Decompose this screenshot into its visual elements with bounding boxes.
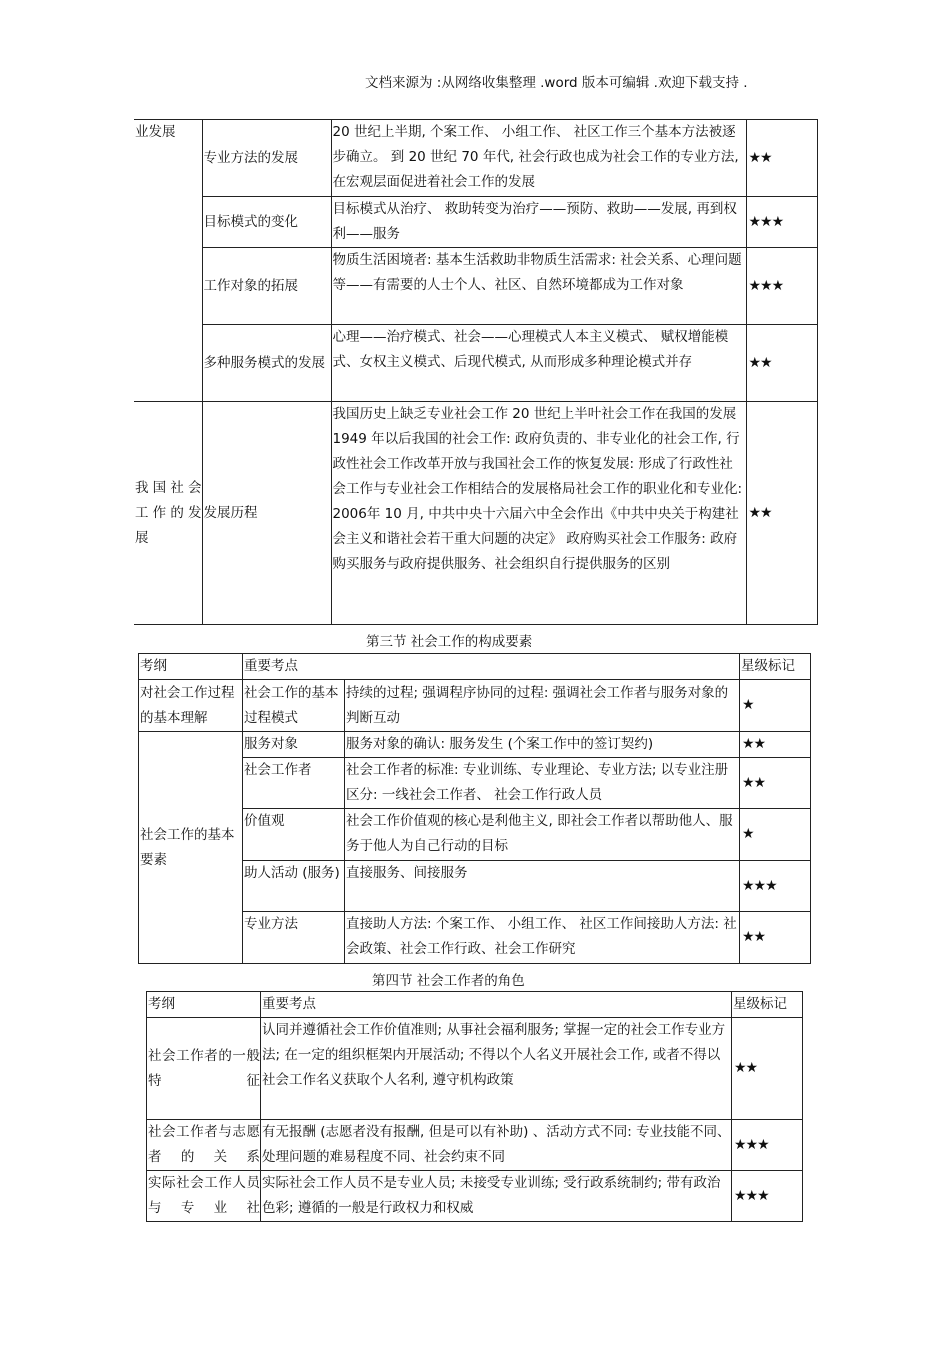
star-rating: ★★ (740, 732, 811, 758)
content-cell: 有无报酬 (志愿者没有报酬, 但是可以有补助) 、活动方式不同: 专业技能不同、处理问题的难易程度不同、社会约束不同 (261, 1120, 732, 1171)
outline-cell: 实际社会工作人员与专业社 (147, 1171, 261, 1222)
content-cell: 心理——治疗模式、社会——心理模式人本主义模式、 赋权增能模式、女权主义模式、后现代模式, 从而形成多种理论模式并存 (331, 325, 746, 402)
header-level: 星级标记 (732, 992, 803, 1018)
header-points: 重要考点 (261, 992, 732, 1018)
section-3-title: 第三节 社会工作的构成要素 (366, 634, 533, 650)
star-rating: ★★★ (740, 861, 811, 912)
outline-cell: 社会工作者与志愿者的关系 (147, 1120, 261, 1171)
header-level: 星级标记 (740, 654, 811, 680)
content-cell: 服务对象的确认: 服务发生 (个案工作中的签订契约) (345, 732, 740, 758)
content-cell: 我国历史上缺乏专业社会工作 20 世纪上半叶社会工作在我国的发展 1949 年以后我国的社会工作: 政府负责的、非专业化的社会工作, 行政性社会工作改革开放与我国社会工作的恢复发展: 形成了行政性社会工作与专业社会工作相结合的发展格局社会工作的职业化和专业化: 2006年 10 月, 中共中央十六届六中全会作出《中共中央关于构建社会主义和谐社会若干重大问题的决定》 政府购买社会工作服务: 政府购买服务与政府提供服务、社会组织自行提供服务的区别 (331, 402, 746, 625)
sub-topic-cell: 社会工作的基本过程模式 (243, 680, 345, 732)
outline-cell: 社会工作者的一般特征 (147, 1018, 261, 1120)
section-4-title: 第四节 社会工作者的角色 (372, 973, 525, 989)
star-rating: ★ (740, 809, 811, 861)
star-rating: ★★★ (732, 1120, 803, 1171)
topic-cell: 目标模式的变化 (202, 197, 331, 248)
star-rating: ★★ (740, 912, 811, 964)
components-table (138, 653, 811, 964)
topic-cell: 工作对象的拓展 (202, 248, 331, 325)
content-cell: 认同并遵循社会工作价值准则; 从事社会福利服务; 掌握一定的社会工作专业方法; 在一定的组织框架内开展活动; 不得以个人名义开展社会工作, 或者不得以社会工作名义获取个人名利, 遵守机构政策 (261, 1018, 732, 1120)
group-label-china-development: 我国社会工作的发展 (134, 402, 202, 625)
content-cell: 实际社会工作人员不是专业人员; 未接受专业训练; 受行政系统制约; 带有政治色彩; 遵循的一般是行政权力和权威 (261, 1171, 732, 1222)
group-label-basic-elements: 社会工作的基本要素 (139, 732, 243, 964)
sub-topic-cell: 社会工作者 (243, 758, 345, 809)
sub-topic-cell: 专业方法 (243, 912, 345, 964)
development-table (134, 119, 818, 625)
header-points: 重要考点 (243, 654, 740, 680)
outline-cell: 对社会工作过程的基本理解 (139, 680, 243, 732)
star-rating: ★★★ (732, 1171, 803, 1222)
star-rating: ★★ (746, 120, 817, 197)
topic-cell: 发展历程 (202, 402, 331, 625)
page-header: 文档来源为 :从网络收集整理 .word 版本可编辑 .欢迎下载支持 . (365, 75, 748, 91)
star-rating: ★★★ (746, 248, 817, 325)
group-label-professional-development: 业发展 (134, 120, 202, 402)
star-rating: ★★ (740, 758, 811, 809)
roles-table (146, 991, 803, 1222)
content-cell: 20 世纪上半期, 个案工作、 小组工作、 社区工作三个基本方法被逐步确立。 到 20 世纪 70 年代, 社会行政也成为社会工作的专业方法, 在宏观层面促进着社会工作的发展 (331, 120, 746, 197)
content-cell: 直接助人方法: 个案工作、 小组工作、 社区工作间接助人方法: 社会政策、社会工作行政、社会工作研究 (345, 912, 740, 964)
content-cell: 持续的过程; 强调程序协同的过程: 强调社会工作者与服务对象的判断互动 (345, 680, 740, 732)
topic-cell: 专业方法的发展 (202, 120, 331, 197)
topic-cell: 多种服务模式的发展 (202, 325, 331, 402)
content-cell: 社会工作价值观的核心是利他主义, 即社会工作者以帮助他人、服务于他人为自己行动的目标 (345, 809, 740, 861)
star-rating: ★★ (746, 325, 817, 402)
sub-topic-cell: 价值观 (243, 809, 345, 861)
content-cell: 物质生活困境者: 基本生活救助非物质生活需求: 社会关系、心理问题等——有需要的人士个人、社区、自然环境都成为工作对象 (331, 248, 746, 325)
star-rating: ★★ (732, 1018, 803, 1120)
content-cell: 社会工作者的标准: 专业训练、专业理论、专业方法; 以专业注册区分: 一线社会工作者、 社会工作行政人员 (345, 758, 740, 809)
content-cell: 直接服务、间接服务 (345, 861, 740, 912)
sub-topic-cell: 服务对象 (243, 732, 345, 758)
sub-topic-cell: 助人活动 (服务) (243, 861, 345, 912)
header-outline: 考纲 (147, 992, 261, 1018)
content-cell: 目标模式从治疗、 救助转变为治疗——预防、救助——发展, 再到权利——服务 (331, 197, 746, 248)
header-outline: 考纲 (139, 654, 243, 680)
star-rating: ★ (740, 680, 811, 732)
star-rating: ★★ (746, 402, 817, 625)
star-rating: ★★★ (746, 197, 817, 248)
